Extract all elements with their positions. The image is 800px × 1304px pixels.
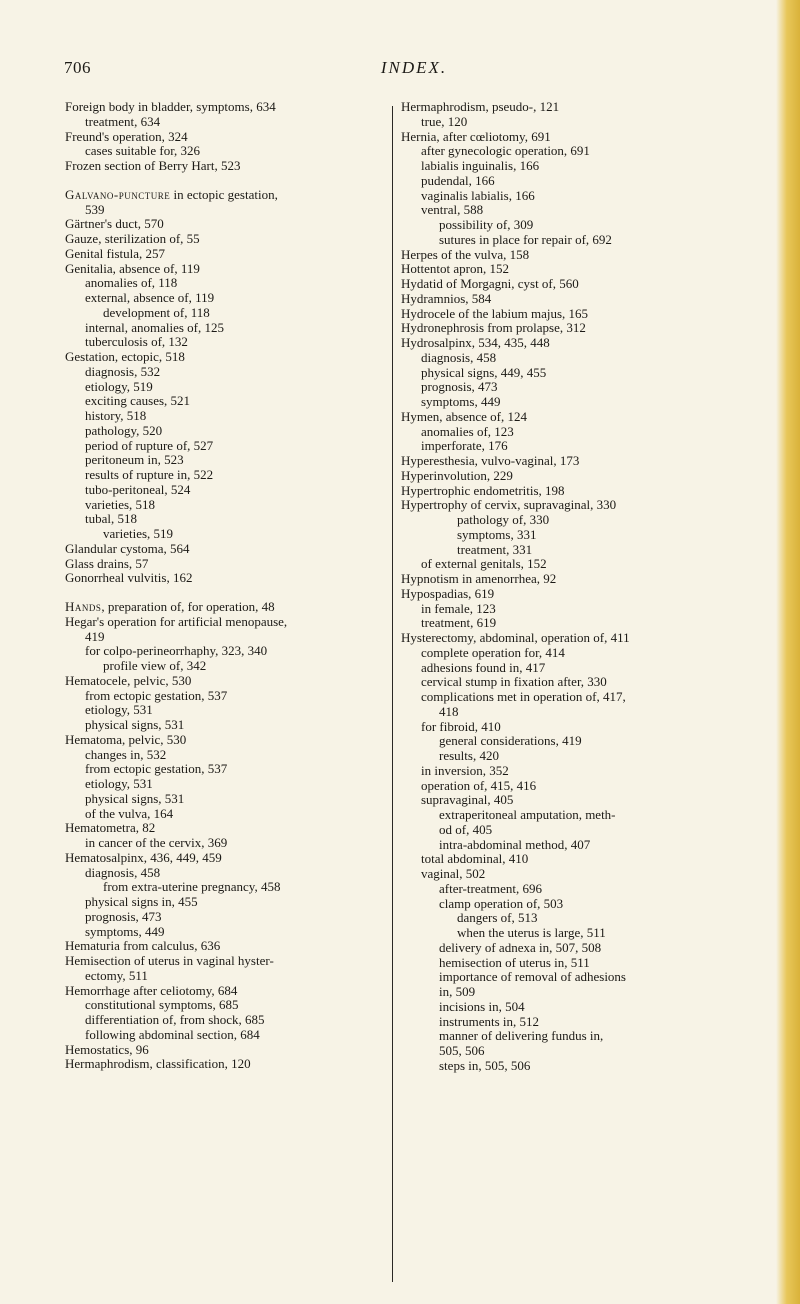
index-entry: tubal, 518 [85,511,137,527]
index-entry: in inversion, 352 [421,762,509,778]
index-entry: peritoneum in, 523 [85,452,184,468]
index-entry: pudendal, 166 [421,172,495,188]
index-entry: Hemostatics, 96 [65,1041,149,1057]
index-entry: Foreign body in bladder, symptoms, 634 [65,99,276,114]
index-entry: etiology, 531 [85,776,153,791]
index-entry: Frozen section of Berry Hart, 523 [65,158,241,173]
index-entry: results of rupture in, 522 [85,467,214,482]
index-entry: in, 509 [439,984,476,999]
index-entry: after gynecologic operation, 691 [421,143,590,159]
index-entry: Hydramnios, 584 [401,290,492,306]
index-entry: incisions in, 504 [439,998,525,1014]
index-entry: in female, 123 [421,600,496,616]
section-gap [65,174,395,188]
index-entry: for colpo-perineorrhaphy, 323, 340 [85,643,268,659]
index-entry: importance of removal of adhesions [439,969,626,985]
running-title: INDEX. [380,58,448,77]
index-entry: Freund's operation, 324 [65,128,188,144]
index-entry: Hydatid of Morgagni, cyst of, 560 [401,276,579,291]
index-entry: Hypospadias, 619 [401,585,495,601]
index-entry: extraperitoneal amputation, meth- [439,807,616,822]
index-entry: operation of, 415, 416 [421,777,537,793]
index-entry: physical signs, 531 [85,790,185,806]
index-entry: of external genitals, 152 [421,556,547,572]
index-entry: internal, anomalies of, 125 [85,319,224,335]
index-entry: Hands, preparation of, for operation, 48 [65,599,275,614]
page-number: 706 [64,58,91,77]
index-entry: varieties, 519 [103,526,174,541]
index-entry: labialis inguinalis, 166 [421,158,540,173]
index-entry: physical signs, 531 [85,717,185,732]
index-entry: Gonorrheal vulvitis, 162 [65,570,193,586]
index-entry: Hypertrophy of cervix, supravaginal, 330 [401,497,617,513]
index-entry: Gauze, sterilization of, 55 [65,231,200,246]
index-entry: Hyperesthesia, vulvo-vaginal, 173 [401,453,580,468]
index-entry: Hematometra, 82 [65,820,156,836]
index-entry: cervical stump in fixation after, 330 [421,674,607,690]
index-entry: treatment, 619 [421,615,497,631]
index-entry: symptoms, 331 [457,526,537,542]
index-entry: treatment, 331 [457,541,533,557]
index-entry: Herpes of the vulva, 158 [401,246,530,262]
index-entry: from ectopic gestation, 537 [85,761,228,777]
index-entry: profile view of, 342 [103,658,207,673]
index-entry: Hematoma, pelvic, 530 [65,731,187,747]
index-entry: 505, 506 [439,1043,485,1058]
index-entry: tubo-peritoneal, 524 [85,481,191,497]
index-entry: total abdominal, 410 [421,851,529,867]
index-entry: for fibroid, 410 [421,718,501,734]
index-entry: 419 [85,628,105,644]
index-entry: diagnosis, 458 [421,349,497,365]
index-entry: diagnosis, 458 [85,864,161,880]
index-entry: vaginal, 502 [421,866,486,881]
index-entry: Hermaphrodism, pseudo-, 121 [401,99,560,114]
index-entry: of the vulva, 164 [85,805,174,821]
index-entry: etiology, 519 [85,378,153,394]
index-column-left [65,100,395,1072]
index-entry: 539 [85,201,105,217]
index-entry: imperforate, 176 [421,438,508,454]
index-entry: Hydronephrosis from prolapse, 312 [401,320,586,336]
index-entry: Hydrocele of the labium majus, 165 [401,305,589,321]
index-entry: constitutional symptoms, 685 [85,997,239,1013]
index-entry: history, 518 [85,408,147,423]
index-entry: Hemisection of uterus in vaginal hyster- [65,953,274,968]
index-entry: Hernia, after cœliotomy, 691 [401,128,551,144]
index-entry: ventral, 588 [421,202,484,218]
index-entry: delivery of adnexa in, 507, 508 [439,939,602,955]
index-entry: Galvano-puncture in ectopic gestation, [65,186,278,202]
index-entry: Hysterectomy, abdominal, operation of, 411 [401,630,630,645]
index-entry: tuberculosis of, 132 [85,334,188,350]
index-entry: vaginalis labialis, 166 [421,187,535,203]
index-entry: period of rupture of, 527 [85,437,214,453]
index-entry: development of, 118 [103,304,210,320]
index-entry: od of, 405 [439,821,493,837]
index-entry: Gärtner's duct, 570 [65,216,164,232]
index-entry: from ectopic gestation, 537 [85,687,228,703]
index-entry: prognosis, 473 [421,379,498,395]
index-entry: Hermaphrodism, classification, 120 [65,1056,251,1072]
index-entry: Gestation, ectopic, 518 [65,349,185,364]
index-entry: sutures in place for repair of, 692 [439,231,612,247]
index-entry: Hemorrhage after celiotomy, 684 [65,982,238,998]
index-entry: hemisection of uterus in, 511 [439,954,590,970]
index-entry: pathology of, 330 [457,512,550,527]
index-entry: Glass drains, 57 [65,555,149,571]
index-entry: Hypertrophic endometritis, 198 [401,482,565,498]
index-entry: manner of delivering fundus in, [439,1028,604,1044]
index-entry: intra-abdominal method, 407 [439,836,591,852]
index-entry: Hyperinvolution, 229 [401,467,513,483]
index-entry: Hematuria from calculus, 636 [65,938,221,954]
index-entry: general considerations, 419 [439,733,582,749]
index-entry: 418 [439,703,459,719]
index-entry: results, 420 [439,748,499,763]
index-entry: Hypnotism in amenorrhea, 92 [401,571,557,586]
index-entry: in cancer of the cervix, 369 [85,835,228,850]
index-entry: treatment, 634 [85,113,161,129]
index-entry: Hydrosalpinx, 534, 435, 448 [401,335,550,350]
index-entry: Hematosalpinx, 436, 449, 459 [65,849,222,865]
index-entry: after-treatment, 696 [439,880,542,896]
section-gap [65,586,395,600]
index-entry: anomalies of, 118 [85,275,178,291]
index-entry: when the uterus is large, 511 [457,925,606,940]
index-entry: cases suitable for, 326 [85,143,201,159]
index-column-right [397,100,757,1074]
index-entry: prognosis, 473 [85,908,162,924]
index-entry: adhesions found in, 417 [421,659,546,675]
index-entry: possibility of, 309 [439,217,534,232]
page-edge-tint [776,0,800,1304]
index-entry: Genitalia, absence of, 119 [65,260,200,276]
column-divider [392,106,393,1282]
index-entry: external, absence of, 119 [85,290,215,305]
index-entry: from extra-uterine pregnancy, 458 [103,879,281,895]
index-entry: Hegar's operation for artificial menopause, [65,613,288,629]
index-entry: physical signs, 449, 455 [421,364,547,380]
index-entry: symptoms, 449 [85,923,165,939]
index-entry: ectomy, 511 [85,967,148,983]
index-entry: Hematocele, pelvic, 530 [65,672,192,688]
index-entry: changes in, 532 [85,746,167,762]
index-entry: diagnosis, 532 [85,363,161,379]
index-entry: differentiation of, from shock, 685 [85,1012,265,1027]
index-entry: varieties, 518 [85,496,156,512]
page-header [64,58,764,82]
index-entry: etiology, 531 [85,702,153,718]
index-entry: dangers of, 513 [457,910,538,926]
index-entry: steps in, 505, 506 [439,1057,531,1073]
index-entry: Genital fistula, 257 [65,245,166,261]
index-entry: anomalies of, 123 [421,423,514,439]
index-entry: true, 120 [421,113,468,129]
index-entry: complications met in operation of, 417, [421,689,626,704]
index-entry: supravaginal, 405 [421,792,514,808]
index-entry: symptoms, 449 [421,394,501,409]
index-entry: physical signs in, 455 [85,894,198,909]
index-entry: Hymen, absence of, 124 [401,408,527,424]
index-entry: complete operation for, 414 [421,644,565,660]
index-entry: Hottentot apron, 152 [401,261,509,277]
index-entry: clamp operation of, 503 [439,895,564,911]
index-entry: exciting causes, 521 [85,393,191,409]
index-entry: instruments in, 512 [439,1013,540,1029]
index-entry: Glandular cystoma, 564 [65,540,190,556]
index-entry: following abdominal section, 684 [85,1026,260,1042]
index-entry: pathology, 520 [85,422,163,438]
